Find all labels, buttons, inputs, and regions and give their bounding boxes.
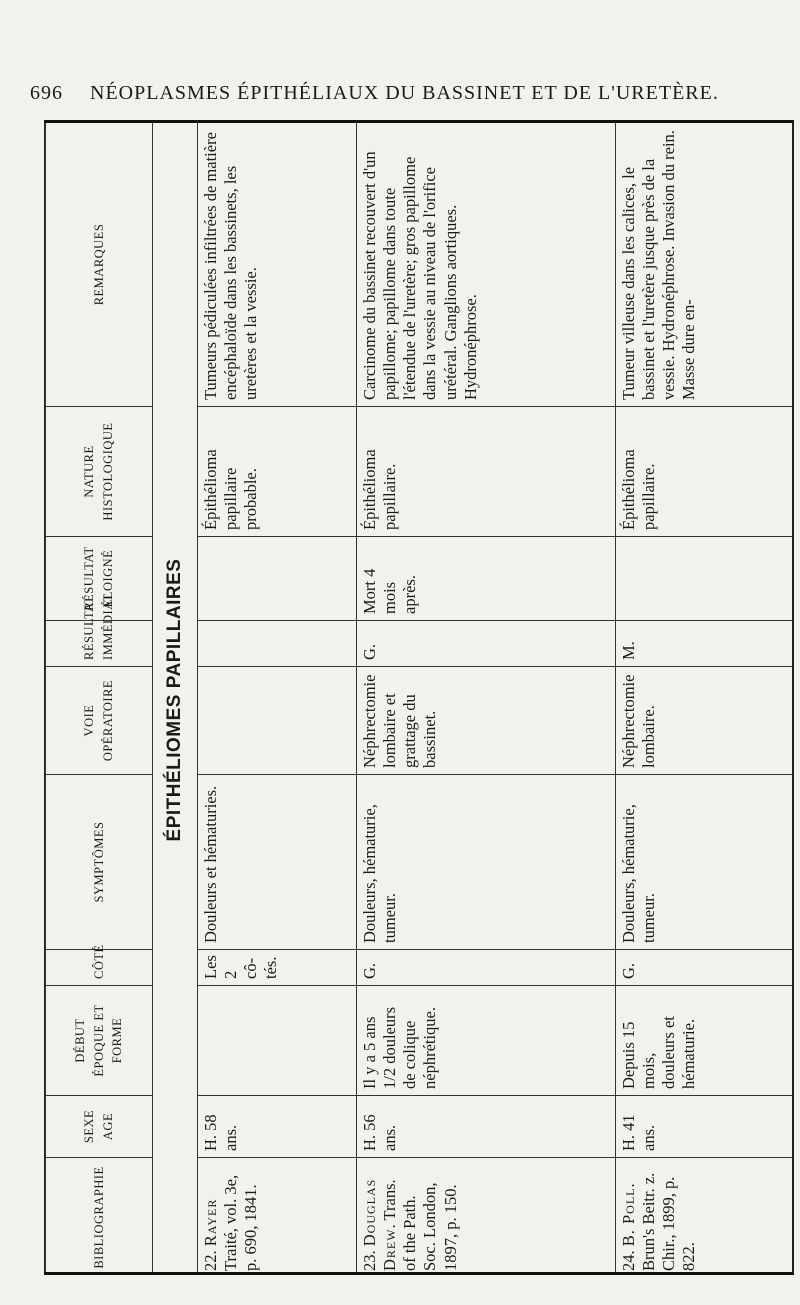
cell-voie: [198, 667, 357, 775]
col-header-sexe-age: SEXE AGE: [46, 1096, 153, 1158]
cell-symptomes: Douleurs, hématurie, tumeur.: [616, 775, 795, 950]
cell-voie: Néphrectomie lombaire et grattage du bassinet.: [357, 667, 616, 775]
biblio-reference: . Trans. of the Path. Soc. London, 1897, p. 150.: [380, 1179, 460, 1271]
cell-bibliographie: [357, 1158, 616, 1276]
col-header-cote: CÔTÉ: [46, 950, 153, 986]
col-header-voie: VOIE OPÉRATOIRE: [46, 667, 153, 775]
cases-table: [45, 122, 794, 1275]
cell-nature: Épithélioma papillaire probable.: [198, 407, 357, 537]
table-row: [198, 123, 357, 1276]
cell-resultat-eloigne: [616, 537, 795, 621]
cell-voie: Néphrectomie lombaire.: [616, 667, 795, 775]
cell-resultat-immediat: [198, 621, 357, 667]
cell-resultat-immediat: M.: [616, 621, 795, 667]
biblio-number: 24.: [619, 1250, 638, 1271]
cell-cote: G.: [616, 950, 795, 986]
cell-sexe-age: H. 58 ans.: [198, 1096, 357, 1158]
col-header-debut: DÉBUT ÉPOQUE ET FORME: [46, 986, 153, 1096]
cell-resultat-eloigne: [198, 537, 357, 621]
column-header-row: [46, 123, 153, 1276]
table-row: [616, 123, 795, 1276]
biblio-number: 23.: [360, 1250, 379, 1271]
cell-nature: Épithélioma papillaire.: [616, 407, 795, 537]
page-header: [30, 82, 770, 112]
col-header-resultat-eloigne: RÉSULTAT ÉLOIGNÉ: [46, 537, 153, 621]
cell-sexe-age: H. 41 ans.: [616, 1096, 795, 1158]
cell-debut: Depuis 15 mois, douleurs et hématurie.: [616, 986, 795, 1096]
col-header-remarques: REMARQUES: [46, 123, 153, 407]
biblio-reference: . Brun's Beitr. z. Chir., 1899, p. 822.: [619, 1172, 699, 1271]
section-title: ÉPITHÉLIOMES PAPILLAIRES: [153, 123, 198, 1276]
cell-bibliographie: [198, 1158, 357, 1276]
cell-symptomes: Douleurs et hématuries.: [198, 775, 357, 950]
cell-resultat-eloigne: Mort 4 mois après.: [357, 537, 616, 621]
cell-remarques: Tumeur villeuse dans les calices, le bassinet et l'uretère jusque près de la vessie. Hydronéphrose. Invasion du rein. Masse dure en-: [616, 123, 795, 407]
table-row: [357, 123, 616, 1276]
cell-remarques: Carcinome du bassinet recouvert d'un papillome; papillome dans toute l'étendue de l'uretère; gros papillome dans la vessie au niveau de l'orifice urétéral. Ganglions aortiques. Hydronéphrose.: [357, 123, 616, 407]
biblio-author: Rayer: [201, 1198, 220, 1247]
running-title: NÉOPLASMES ÉPITHÉLIAUX DU BASSINET ET DE L'URETÈRE.: [90, 82, 719, 104]
page-number: 696: [30, 82, 63, 104]
cell-bibliographie: [616, 1158, 795, 1276]
col-header-nature: NATURE HISTOLOGIQUE: [46, 407, 153, 537]
biblio-reference: Traité, vol. 3e, p. 690, 1841.: [221, 1174, 261, 1271]
cell-nature: Épithélioma papillaire.: [357, 407, 616, 537]
biblio-number: 22.: [201, 1250, 220, 1271]
cases-table-frame: [44, 120, 794, 1275]
cell-resultat-immediat: G.: [357, 621, 616, 667]
col-header-symptomes: SYMPTÔMES: [46, 775, 153, 950]
section-band-row: [153, 123, 198, 1276]
biblio-author: B. Poll: [619, 1187, 638, 1247]
cell-sexe-age: H. 56 ans.: [357, 1096, 616, 1158]
cell-cote: Les 2 cô-tés.: [198, 950, 357, 986]
cell-debut: [198, 986, 357, 1096]
cell-symptomes: Douleurs, hématurie, tumeur.: [357, 775, 616, 950]
cell-cote: G.: [357, 950, 616, 986]
col-header-resultat-immediat: RÉSULTAT IMMÉDIAT: [46, 621, 153, 667]
col-header-bibliographie: BIBLIOGRAPHIE: [46, 1158, 153, 1276]
cell-debut: Il y a 5 ans 1/2 douleurs de colique néphrétique.: [357, 986, 616, 1096]
biblio-author: Douglas Drew: [360, 1178, 400, 1271]
cell-remarques: Tumeurs pédiculées infiltrées de matière encéphaloïde dans les bassinets, les uretères et la vessie.: [198, 123, 357, 407]
